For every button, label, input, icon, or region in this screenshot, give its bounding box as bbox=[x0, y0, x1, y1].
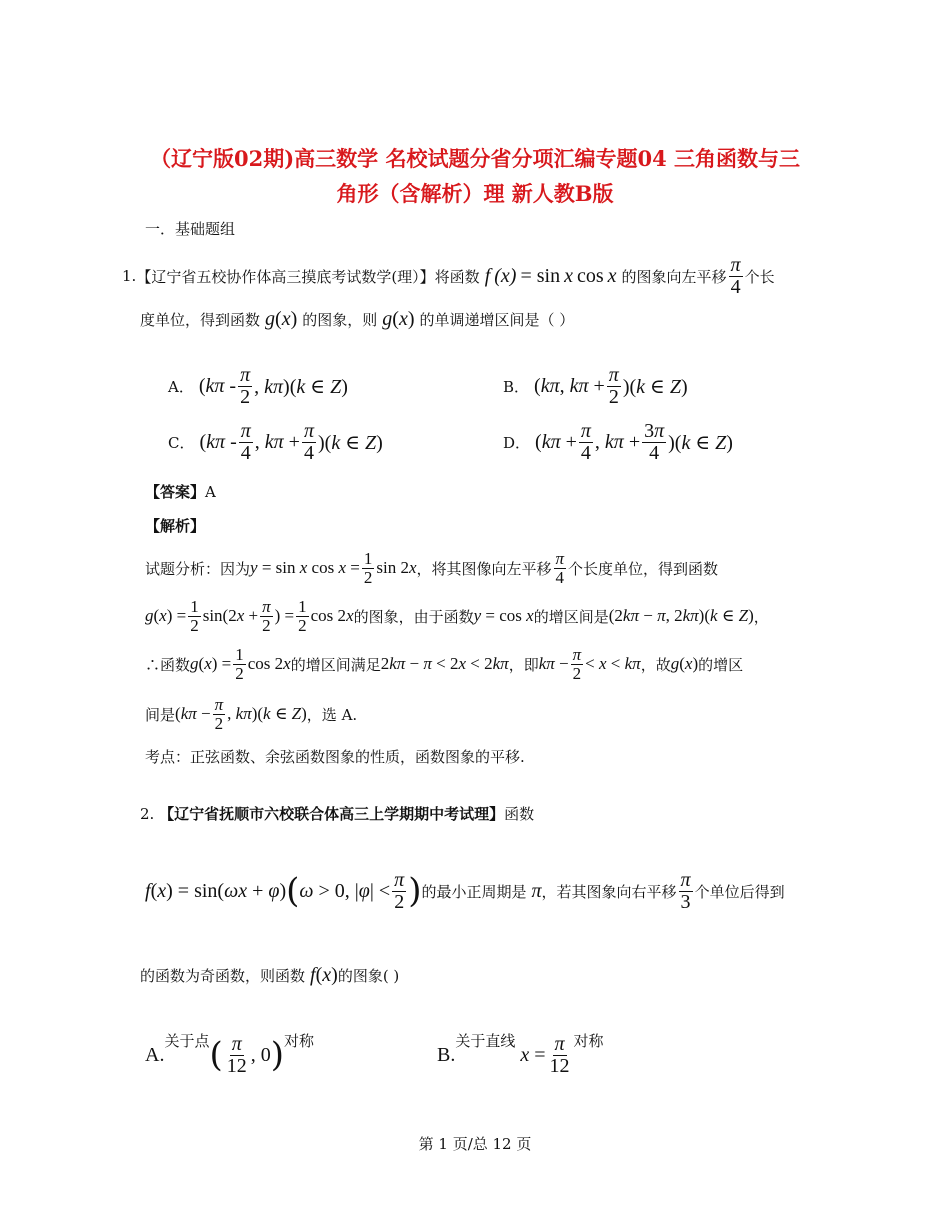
q1-option-a: A． (kπ - $\frac{\pi}{2}$ , kπ)(k ∈ Z) bbox=[168, 363, 348, 408]
q1-option-c: C． (kπ - $\frac{\pi}{4}$ , kπ + $\frac{\pi}{4}$ )(k ∈ Z) bbox=[168, 419, 383, 464]
q2-option-a: A. 关于点 ( $\frac{\pi}{12}$ , 0 ) 对称 bbox=[145, 1032, 315, 1077]
page-footer: 第 1 页/总 12 页 bbox=[418, 1135, 532, 1153]
q1-number: 1. bbox=[122, 267, 137, 285]
analysis-line3: ∴函数 g(x) = $\frac{1}{2}$ cos 2x 的增区间满足 2kπ − π < 2x < 2kπ ，即 kπ − $\frac{\pi}{2}$ < x < kπ ，故 g(x) 的增区 bbox=[145, 644, 744, 683]
analysis-heading: 【解析】 bbox=[145, 517, 206, 535]
q2-line1: 2. 【辽宁省抚顺市六校联合体高三上学期期中考试理】函数 bbox=[140, 805, 535, 823]
q1-option-b: B． (kπ, kπ + $\frac{\pi}{2}$ )(k ∈ Z) bbox=[503, 363, 688, 408]
q2-option-b: B. 关于直线 x = $\frac{\pi}{12}$ 对称 bbox=[437, 1032, 604, 1077]
q2-number: 2. bbox=[140, 805, 155, 823]
q1-line2: 度单位，得到函数 g(x) 的图象，则 g(x) 的单调递增区间是（ ） bbox=[140, 307, 575, 330]
analysis-line4: 间是 (kπ − $\frac{\pi}{2}$ , kπ)(k ∈ Z) ，选 A. bbox=[145, 694, 358, 733]
q2-source: 【辽宁省抚顺市六校联合体高三上学期期中考试理】 bbox=[159, 805, 505, 823]
doc-title-line2: 角形（含解析）理 新人教B版 bbox=[336, 181, 614, 206]
q2-line2: f(x) = sin(ωx + φ) ( ω > 0, |φ| < $\frac{\pi}{2}$ ) 的最小正周期是 π ，若其图象向右平移 $\frac{\pi}{3}$ 个单位后得到 bbox=[145, 868, 785, 913]
q1-source: 【辽宁省五校协作体高三摸底考试数学(理）】 bbox=[136, 267, 435, 286]
answer: 【答案】A bbox=[145, 483, 216, 501]
analysis-line2: g(x) = $\frac{1}{2}$ sin(2x + $\frac{\pi}{2}$ ) = $\frac{1}{2}$ cos 2x 的图象，由于函数 y = cos x 的增区间是 (2kπ − π, 2kπ)(k ∈ Z) ， bbox=[145, 596, 769, 635]
section-heading: 一．基础题组 bbox=[145, 220, 236, 238]
doc-title-line1: （辽宁版02期)高三数学 名校试题分省分项汇编专题04 三角函数与三 bbox=[149, 146, 800, 171]
kaodian: 考点：正弦函数、余弦函数图象的性质，函数图象的平移. bbox=[145, 748, 525, 766]
q1-option-d: D． (kπ + $\frac{\pi}{4}$ , kπ + $\frac{3\pi}{4}$ )(k ∈ Z) bbox=[503, 419, 733, 464]
q1-function: f (x) = sin x cos x bbox=[479, 264, 622, 287]
analysis-line1: 试题分析：因为 y = sin x cos x = $\frac{1}{2}$ sin 2x ，将其图像向左平移 $\frac{\pi}{4}$ 个长度单位，得到函数 bbox=[145, 548, 719, 587]
q2-line3: 的函数为奇函数，则函数 f(x) 的图象( ) bbox=[140, 963, 400, 986]
q1-line1: 1. 【辽宁省五校协作体高三摸底考试数学(理）】 将函数 f (x) = sin x cos x 的图象向左平移 $\frac{\pi}{4}$ 个长 bbox=[122, 253, 775, 298]
